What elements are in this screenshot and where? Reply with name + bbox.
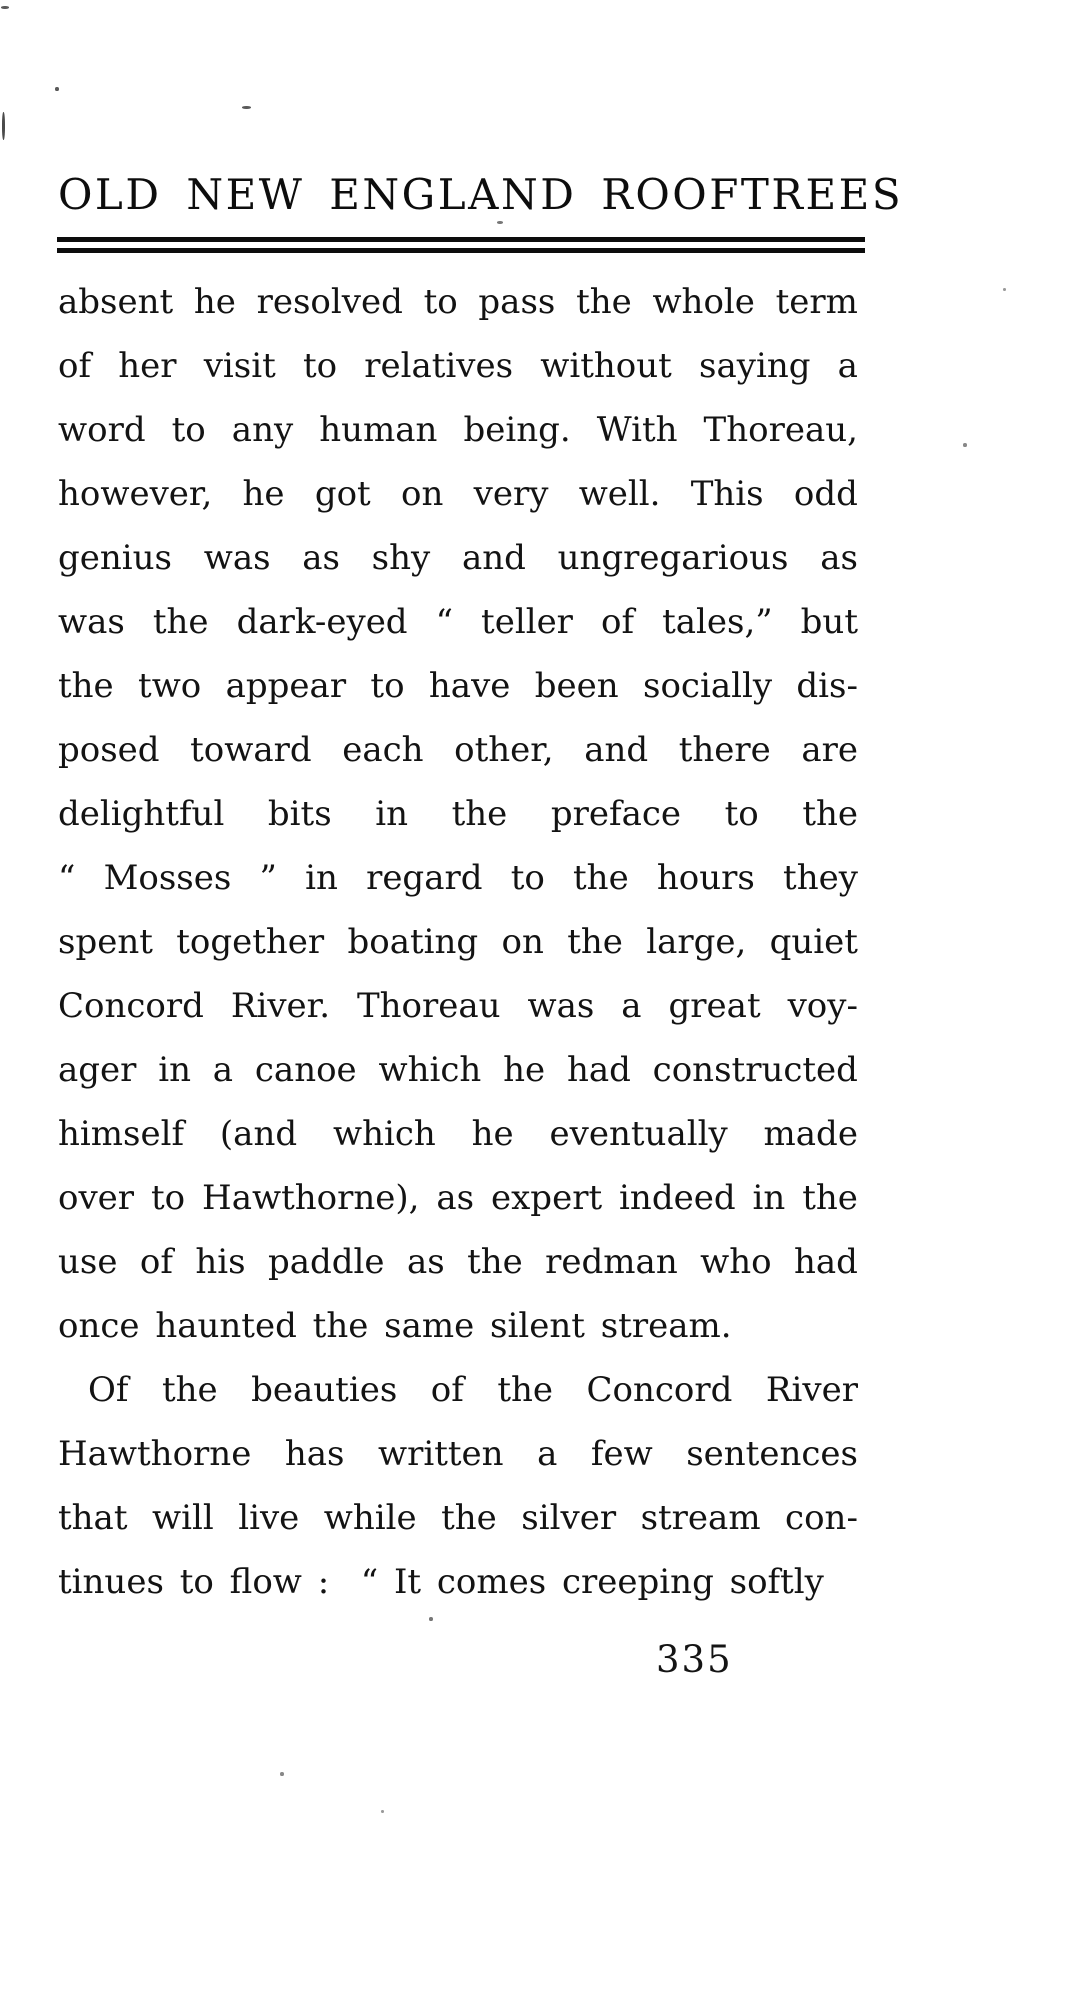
text-line: ager in a canoe which he had constructed [58,1050,858,1090]
text-line: Hawthorne has written a few sentences [58,1434,858,1474]
scan-speck [963,443,967,447]
text-line: posed toward each other, and there are [58,730,858,770]
scan-speck [1,6,9,9]
paragraph [58,1358,858,1614]
text-line: however, he got on very well. This odd [58,474,858,514]
paragraph [58,270,858,1358]
header-double-rule [57,237,865,253]
body-text [58,270,858,1614]
text-line: himself (and which he eventually made [58,1114,858,1154]
text-line: was the dark-eyed “ teller of tales,” but [58,602,858,642]
text-line: spent together boating on the large, quiet [58,922,858,962]
scan-speck [497,221,503,224]
page-number: 335 [656,1638,733,1681]
page-header-title: OLD NEW ENGLAND ROOFTREES [58,170,904,219]
text-line: that will live while the silver stream con- [58,1498,858,1538]
text-line: tinues to flow : “ It comes creeping softly [58,1562,824,1602]
scan-speck [381,1810,384,1813]
text-line: over to Hawthorne), as expert indeed in the [58,1178,858,1218]
text-line: “ Mosses ” in regard to the hours they [58,858,858,898]
text-line: genius was as shy and ungregarious as [58,538,858,578]
scan-speck [2,112,5,140]
text-line: once haunted the same silent stream. [58,1306,732,1346]
scan-speck [242,106,251,109]
scan-speck [55,87,59,91]
text-line: Concord River. Thoreau was a great voy- [58,986,858,1026]
scan-speck [1003,288,1006,291]
text-line: of her visit to relatives without saying a [58,346,858,386]
scan-speck [429,1617,433,1621]
text-line: the two appear to have been socially dis- [58,666,858,706]
text-line: absent he resolved to pass the whole term [58,282,858,322]
text-line: Of the beauties of the Concord River [88,1370,858,1410]
text-line: use of his paddle as the redman who had [58,1242,858,1282]
text-line: delightful bits in the preface to the [58,794,858,834]
scan-speck [280,1772,284,1776]
text-line: word to any human being. With Thoreau, [58,410,858,450]
